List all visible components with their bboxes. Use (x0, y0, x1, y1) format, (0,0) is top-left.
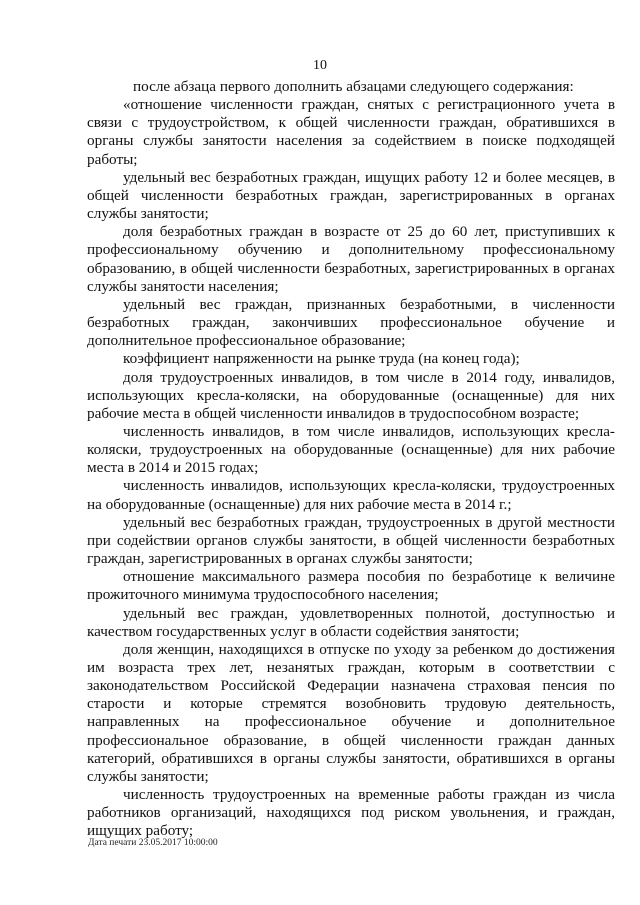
document-body (87, 78, 615, 841)
paragraph: доля женщин, находящихся в отпуске по уходу за ребенком до достижения им возраста трех лет, незанятых граждан, которым в соответствии с законодательством Российской Федерации назначена страховая пенсия по старости и которые стремятся возобновить трудовую деятельность, направленных на профессиональное обучение и дополнительное профессиональное образование, в общей численности граждан данных категорий, обратившихся в органы службы занятости, обратившихся в органы службы занятости; (87, 640, 615, 785)
paragraph: доля трудоустроенных инвалидов, в том числе в 2014 году, инвалидов, использующих кресла-коляски, на оборудованные (оснащенные) для них рабочие места в общей численности инвалидов в трудоспособном возрасте; (87, 368, 615, 422)
paragraph: численность трудоустроенных на временные работы граждан из числа работников организаций, находящихся под риском увольнения, и граждан, ищущих работу; (87, 786, 615, 840)
paragraph: коэффициент напряженности на рынке труда (на конец года); (123, 350, 520, 368)
paragraph: доля безработных граждан в возрасте от 25 до 60 лет, приступивших к профессиональному обучению и дополнительному профессиональному образованию, в общей численности безработных, зарегистрированных в органах службы занятости населения; (87, 223, 615, 295)
paragraph: удельный вес граждан, признанных безработными, в численности безработных граждан, закончивших профессиональное обучение и дополнительное профессиональное образование; (87, 295, 615, 350)
paragraph: численность инвалидов, в том числе инвалидов, использующих кресла-коляски, трудоустроенных на оборудованные (оснащенные) для них рабочие места в 2014 и 2015 годах; (87, 422, 615, 477)
paragraph: удельный вес безработных граждан, ищущих работу 12 и более месяцев, в общей численности безработных граждан, зарегистрированных в органах службы занятости; (87, 168, 615, 223)
paragraph: «отношение численности граждан, снятых с регистрационного учета в связи с трудоустройством, к общей численности граждан, обратившихся в органы службы занятости населения за содействием в поиске подходящей работы; (87, 96, 615, 168)
paragraph: отношение максимального размера пособия по безработице к величине прожиточного минимума трудоспособного населения; (87, 568, 615, 604)
paragraph: после абзаца первого дополнить абзацами следующего содержания: (133, 78, 574, 95)
paragraph: удельный вес безработных граждан, трудоустроенных в другой местности при содействии органов службы занятости, в общей численности безработных граждан, зарегистрированных в органах службы занятости; (87, 513, 615, 568)
paragraph: удельный вес граждан, удовлетворенных полнотой, доступностью и качеством государственных услуг в области содействия занятости; (87, 604, 615, 640)
print-date-footer: Дата печати 23.05.2017 10:00:00 (88, 838, 218, 848)
paragraph: численность инвалидов, использующих кресла-коляски, трудоустроенных на оборудованные (оснащенные) для них рабочие места в 2014 г.; (87, 477, 615, 513)
page-number: 10 (313, 58, 327, 73)
